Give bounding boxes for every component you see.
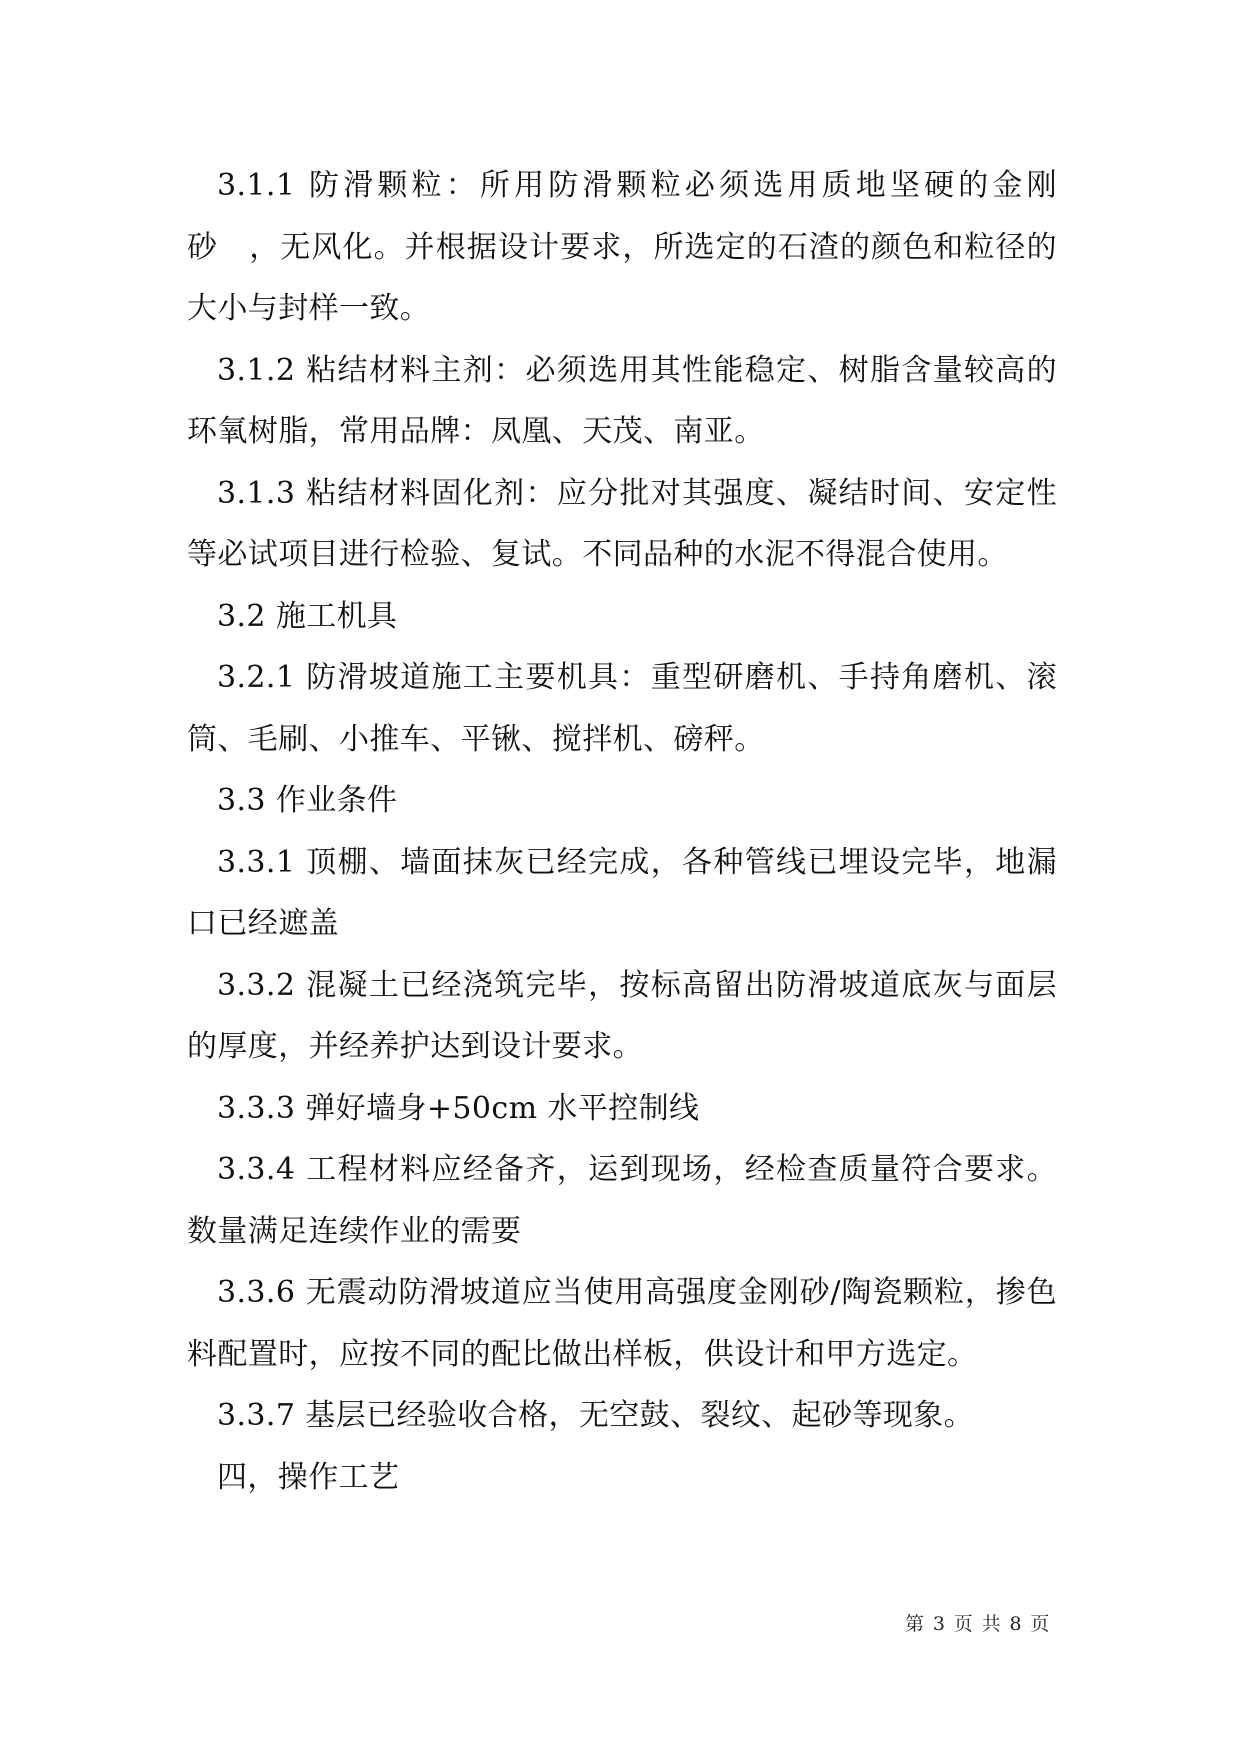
paragraph-3-1-1: 3.1.1 防滑颗粒：所用防滑颗粒必须选用质地坚硬的金刚砂 ，无风化。并根据设计要求，所选定的石渣的颜色和粒径的大小与封样一致。 bbox=[187, 168, 1057, 326]
document-body bbox=[187, 155, 1057, 1508]
heading-4: 四，操作工艺 bbox=[217, 1459, 400, 1495]
paragraph-3-3-7: 3.3.7 基层已经验收合格，无空鼓、裂纹、起砂等现象。 bbox=[217, 1398, 975, 1433]
paragraph-3-3-1: 3.3.1 顶棚、墙面抹灰已经完成，各种管线已埋设完毕，地漏口已经遮盖 bbox=[187, 844, 1057, 941]
paragraph-3-3-3: 3.3.3 弹好墙身+50cm 水平控制线 bbox=[217, 1090, 700, 1126]
heading-3-2: 3.2 施工机具 bbox=[217, 598, 398, 634]
paragraph-3-3-2: 3.3.2 混凝土已经浇筑完毕，按标高留出防滑坡道底灰与面层的厚度，并经养护达到设计要求。 bbox=[187, 967, 1057, 1064]
paragraph-3-1-3: 3.1.3 粘结材料固化剂：应分批对其强度、凝结时间、安定性等必试项目进行检验、复试。不同品种的水泥不得混合使用。 bbox=[187, 475, 1057, 572]
paragraph-3-2-1: 3.2.1 防滑坡道施工主要机具：重型研磨机、手持角磨机、滚筒、毛刷、小推车、平锹、搅拌机、磅秤。 bbox=[187, 660, 1057, 757]
paragraph-3-3-4: 3.3.4 工程材料应经备齐，运到现场，经检查质量符合要求。数量满足连续作业的需要 bbox=[187, 1152, 1057, 1249]
page-number-footer: 第 3 页 共 8 页 bbox=[905, 1613, 1051, 1635]
paragraph-3-3-6: 3.3.6 无震动防滑坡道应当使用高强度金刚砂/陶瓷颗粒，掺色料配置时，应按不同的配比做出样板，供设计和甲方选定。 bbox=[187, 1275, 1057, 1372]
paragraph-3-1-2: 3.1.2 粘结材料主剂：必须选用其性能稳定、树脂含量较高的环氧树脂，常用品牌：凤凰、天茂、南亚。 bbox=[187, 352, 1057, 449]
heading-3-3: 3.3 作业条件 bbox=[217, 783, 398, 818]
